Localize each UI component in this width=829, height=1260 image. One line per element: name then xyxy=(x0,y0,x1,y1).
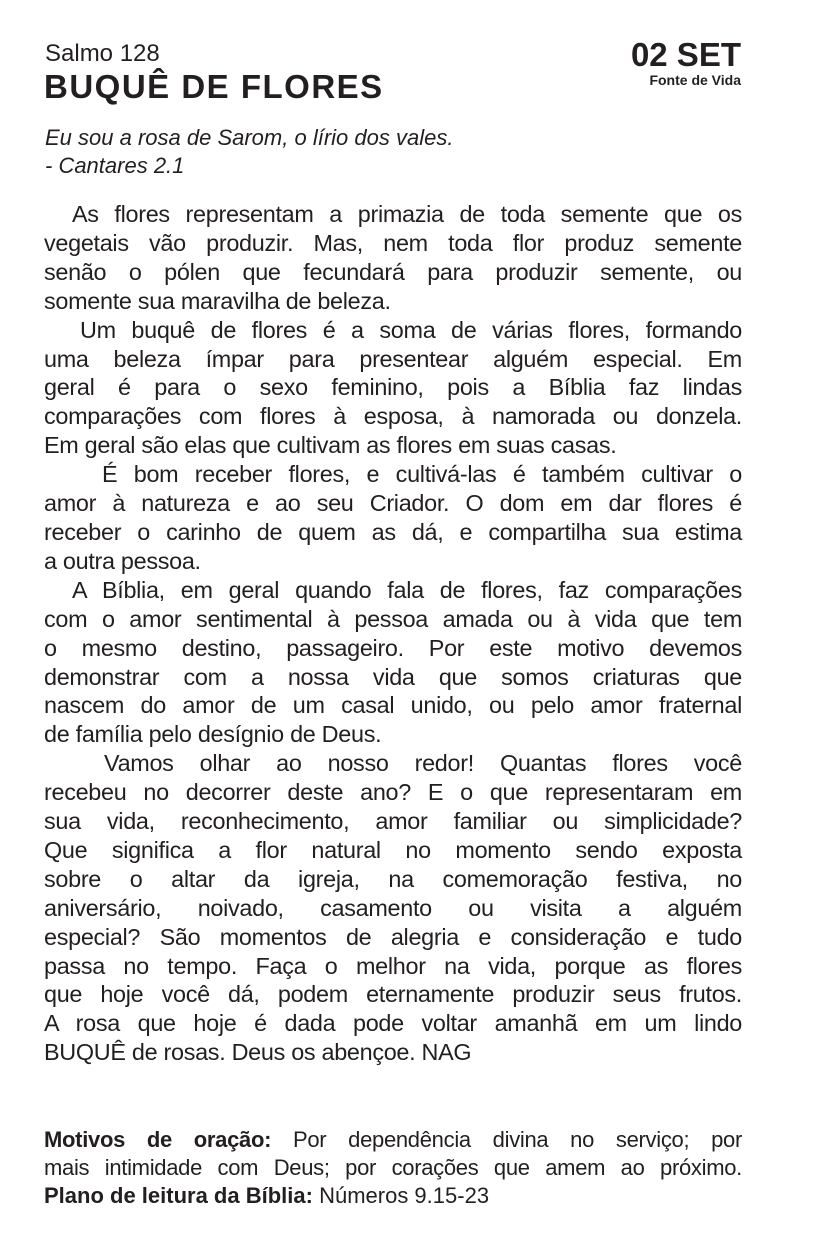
verse-reference: - Cantares 2.1 xyxy=(45,153,185,178)
prayer-line-2: mais intimidade com Deus; por corações que amem ao próximo. xyxy=(44,1155,742,1180)
paragraph-line: recebeu no decorrer deste ano? E o que representaram em xyxy=(44,779,742,806)
paragraph-line: BUQUÊ de rosas. Deus os abençoe. NAG xyxy=(44,1039,472,1066)
paragraph-line: de família pelo desígnio de Deus. xyxy=(44,721,382,748)
paragraph-line: comparações com flores à esposa, à namorada ou donzela. xyxy=(44,403,742,430)
paragraph-line: As flores representam a primazia de toda semente que os xyxy=(72,201,742,227)
paragraph-line: Um buquê de flores é a soma de várias flores, formando xyxy=(80,316,742,343)
prayer-text-1: Por dependência divina no serviço; por xyxy=(292,1127,743,1152)
devotional-body xyxy=(44,200,742,1067)
paragraph-line: somente sua maravilha de beleza. xyxy=(44,287,391,314)
paragraph xyxy=(44,749,742,1067)
paragraph-line: Que significa a flor natural no momento sendo exposta xyxy=(44,836,742,863)
paragraph-line: Vamos olhar ao nosso redor! Quantas flores você xyxy=(104,750,742,777)
paragraph-line: A rosa que hoje é dada pode voltar amanhã em um lindo xyxy=(44,1010,742,1037)
prayer-line-1 xyxy=(44,1126,742,1154)
paragraph xyxy=(44,316,742,461)
paragraph xyxy=(44,460,742,576)
paragraph-line: Em geral são elas que cultivam as flores em suas casas. xyxy=(44,432,617,459)
paragraph-line: receber o carinho de quem as dá, e compartilha sua estima xyxy=(44,518,742,545)
paragraph-line: a outra pessoa. xyxy=(44,547,201,574)
prayer-label: Motivos de oração: xyxy=(44,1127,272,1152)
paragraph-line: É bom receber flores, e cultivá-las é também cultivar o xyxy=(102,461,742,488)
reading-label: Plano de leitura da Bíblia: xyxy=(44,1183,313,1208)
paragraph-line: vegetais vão produzir. Mas, nem toda flor produz semente xyxy=(44,229,742,256)
source-label: Fonte de Vida xyxy=(649,72,741,88)
paragraph-line: especial? São momentos de alegria e consideração e tudo xyxy=(44,923,742,950)
date: 02 SET xyxy=(630,36,741,73)
verse-text: Eu sou a rosa de Sarom, o lírio dos vales. xyxy=(45,125,454,150)
paragraph-line: com o amor sentimental à pessoa amada ou à vida que tem xyxy=(44,605,742,632)
page-title: BUQUÊ DE FLORES xyxy=(44,68,384,105)
psalm-reference: Salmo 128 xyxy=(45,40,160,67)
paragraph-line: A Bíblia, em geral quando fala de flores, faz comparações xyxy=(72,576,742,603)
paragraph xyxy=(44,200,742,316)
paragraph-line: o mesmo destino, passageiro. Por este motivo devemos xyxy=(44,634,742,661)
paragraph-line: amor à natureza e ao seu Criador. O dom em dar flores é xyxy=(44,490,742,517)
paragraph-line: nascem do amor de um casal unido, ou pelo amor fraternal xyxy=(44,692,742,719)
paragraph-line: que hoje você dá, podem eternamente produzir seus frutos. xyxy=(44,981,742,1008)
key-verse xyxy=(45,124,453,180)
footer xyxy=(44,1126,742,1210)
paragraph-line: demonstrar com a nossa vida que somos criaturas que xyxy=(44,663,742,690)
paragraph-line: sua vida, reconhecimento, amor familiar ou simplicidade? xyxy=(44,808,742,835)
paragraph-line: geral é para o sexo feminino, pois a Bíblia faz lindas xyxy=(44,374,742,401)
paragraph-line: uma beleza ímpar para presentear alguém especial. Em xyxy=(44,345,742,372)
paragraph-line: passa no tempo. Faça o melhor na vida, porque as flores xyxy=(44,952,742,979)
reading-text: Números 9.15-23 xyxy=(319,1183,490,1208)
reading-plan xyxy=(44,1182,742,1210)
paragraph-line: senão o pólen que fecundará para produzir semente, ou xyxy=(44,258,742,285)
paragraph-line: sobre o altar da igreja, na comemoração festiva, no xyxy=(44,865,742,892)
paragraph xyxy=(44,576,742,749)
paragraph-line: aniversário, noivado, casamento ou visita a alguém xyxy=(44,894,742,921)
